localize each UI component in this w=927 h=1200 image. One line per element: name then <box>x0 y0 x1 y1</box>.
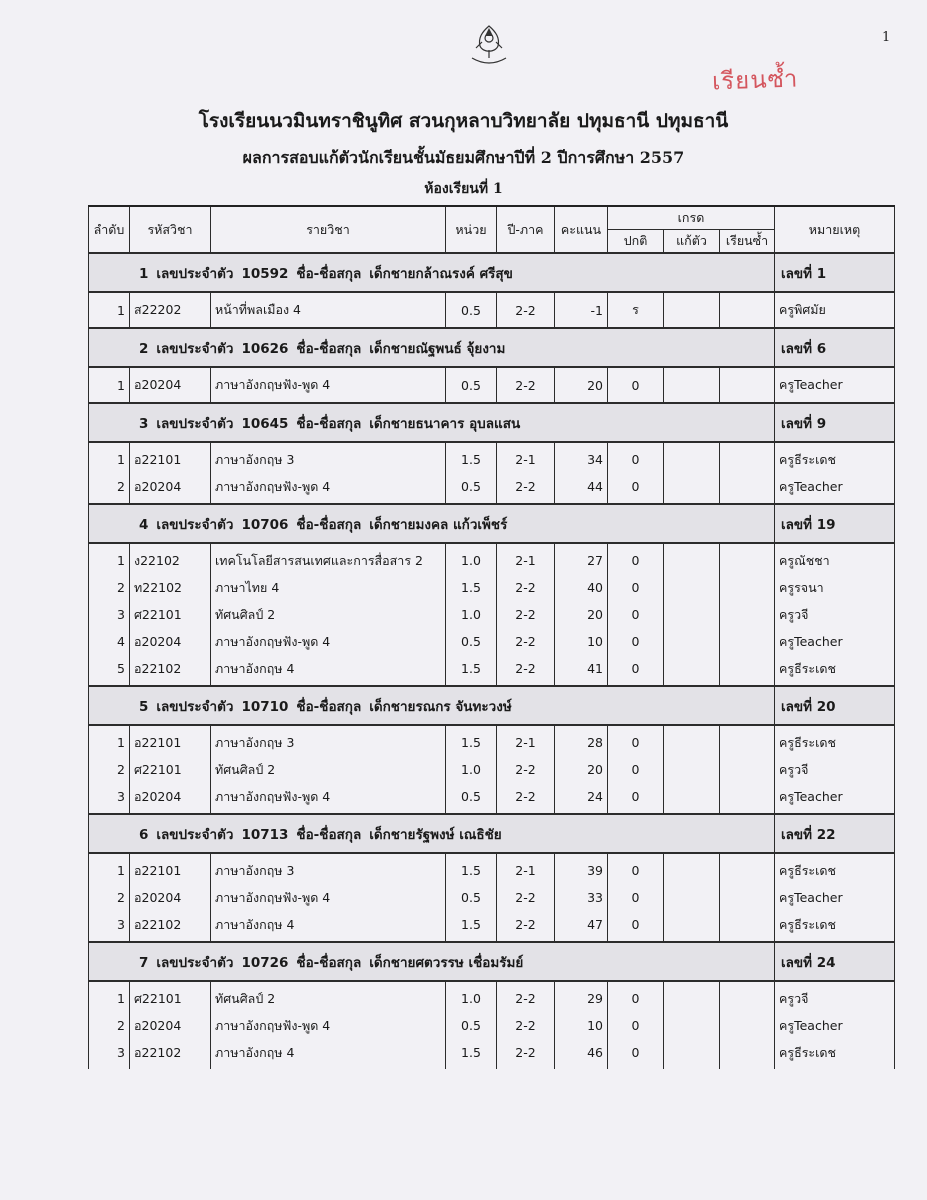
student-order: 6 <box>139 826 149 843</box>
subject-code: อ22102 <box>130 911 211 942</box>
subject-code: อ20204 <box>130 628 211 655</box>
student-row <box>89 328 895 367</box>
subject-credit: 1.0 <box>446 756 497 783</box>
subject-score: 41 <box>555 655 608 686</box>
student-order: 7 <box>139 954 149 971</box>
subject-name: ภาษาอังกฤษฟัง-พูด 4 <box>211 884 446 911</box>
subject-name: ภาษาอังกฤษฟัง-พูด 4 <box>211 367 446 403</box>
subject-code: อ22101 <box>130 725 211 756</box>
subject-seq: 3 <box>89 783 130 814</box>
grade-fix <box>664 911 720 942</box>
subject-row <box>89 783 895 814</box>
grade-fix <box>664 725 720 756</box>
header-credit: หน่วย <box>446 206 497 253</box>
subject-name: ทัศนศิลป์ 2 <box>211 756 446 783</box>
school-name: โรงเรียนนวมินทราชินูทิศ สวนกุหลาบวิทยาลัย ปทุมธานี ปทุมธานี <box>198 110 729 132</box>
grade-normal: 0 <box>608 783 664 814</box>
subject-note: ครูพิศมัย <box>775 292 895 328</box>
subject-code: ศ22101 <box>130 981 211 1012</box>
subject-name: ภาษาอังกฤษฟัง-พูด 4 <box>211 628 446 655</box>
subject-seq: 5 <box>89 655 130 686</box>
grade-repeat <box>720 655 775 686</box>
subject-note: ครูธีระเดช <box>775 853 895 884</box>
grade-fix <box>664 543 720 574</box>
subject-seq: 3 <box>89 911 130 942</box>
student-no-label: เลขที่ <box>781 516 813 533</box>
grade-fix <box>664 884 720 911</box>
grade-repeat <box>720 725 775 756</box>
grade-fix <box>664 981 720 1012</box>
grade-repeat <box>720 574 775 601</box>
subject-term: 2-2 <box>497 911 555 942</box>
grade-normal: 0 <box>608 473 664 504</box>
subject-name: หน้าที่พลเมือง 4 <box>211 292 446 328</box>
subject-score: -1 <box>555 292 608 328</box>
grade-fix <box>664 1039 720 1069</box>
subject-code: ส22202 <box>130 292 211 328</box>
grade-normal: 0 <box>608 1039 664 1069</box>
subject-credit: 1.5 <box>446 1039 497 1069</box>
grade-repeat <box>720 783 775 814</box>
subject-name: ภาษาไทย 4 <box>211 574 446 601</box>
student-row <box>89 814 895 853</box>
grade-repeat <box>720 911 775 942</box>
subject-score: 27 <box>555 543 608 574</box>
student-info <box>89 504 775 543</box>
subject-code: อ22102 <box>130 655 211 686</box>
school-emblem-icon <box>452 20 526 76</box>
subject-credit: 1.5 <box>446 655 497 686</box>
student-id-label: เลขประจำตัว <box>156 954 234 971</box>
student-id: 10710 <box>241 698 289 715</box>
subject-term: 2-2 <box>497 367 555 403</box>
subject-name: ภาษาอังกฤษฟัง-พูด 4 <box>211 473 446 504</box>
subject-term: 2-2 <box>497 1012 555 1039</box>
grade-normal: 0 <box>608 756 664 783</box>
header-code: รหัสวิชา <box>130 206 211 253</box>
subject-score: 10 <box>555 628 608 655</box>
subject-code: อ22101 <box>130 853 211 884</box>
subject-score: 20 <box>555 756 608 783</box>
grade-repeat <box>720 442 775 473</box>
subject-name: ภาษาอังกฤษ 3 <box>211 853 446 884</box>
grade-normal: 0 <box>608 442 664 473</box>
grade-normal: 0 <box>608 981 664 1012</box>
subject-row <box>89 473 895 504</box>
subject-credit: 1.0 <box>446 601 497 628</box>
subject-credit: 1.5 <box>446 725 497 756</box>
grade-repeat <box>720 1039 775 1069</box>
student-no-label: เลขที่ <box>781 415 813 432</box>
subject-term: 2-2 <box>497 601 555 628</box>
grade-normal: 0 <box>608 543 664 574</box>
student-no-label: เลขที่ <box>781 698 813 715</box>
subject-code: อ20204 <box>130 783 211 814</box>
subject-score: 10 <box>555 1012 608 1039</box>
subject-credit: 1.5 <box>446 911 497 942</box>
student-row <box>89 686 895 725</box>
student-id-label: เลขประจำตัว <box>156 698 234 715</box>
student-name: เด็กชายมงคล แก้วเพ็ชร์ <box>369 516 508 533</box>
student-name: เด็กชายศตวรรษ เชื่อมรัมย์ <box>369 954 524 971</box>
classroom-label: ห้องเรียนที่ 1 <box>424 181 503 197</box>
subject-seq: 1 <box>89 292 130 328</box>
student-id-label: เลขประจำตัว <box>156 265 234 282</box>
subject-code: อ20204 <box>130 367 211 403</box>
subject-credit: 1.0 <box>446 543 497 574</box>
student-id: 10592 <box>241 265 289 282</box>
student-order: 1 <box>139 265 149 282</box>
student-no: 22 <box>816 826 836 843</box>
student-no-label: เลขที่ <box>781 265 813 282</box>
grade-repeat <box>720 756 775 783</box>
subject-seq: 1 <box>89 981 130 1012</box>
student-name-label: ชื่อ-ชื่อสกุล <box>296 516 362 533</box>
header-note: หมายเหตุ <box>775 206 895 253</box>
header-subject: รายวิชา <box>211 206 446 253</box>
grade-repeat <box>720 628 775 655</box>
subject-code: อ20204 <box>130 884 211 911</box>
subject-row <box>89 574 895 601</box>
subject-name: ทัศนศิลป์ 2 <box>211 981 446 1012</box>
grade-repeat <box>720 543 775 574</box>
student-name: เด็กชายณัฐพนธ์ จุ้ยงาม <box>369 340 506 357</box>
subject-seq: 3 <box>89 601 130 628</box>
subject-note: ครูTeacher <box>775 884 895 911</box>
subject-row <box>89 292 895 328</box>
subject-code: ศ22101 <box>130 601 211 628</box>
student-info <box>89 686 775 725</box>
student-name-label: ชื่อ-ชื่อสกุล <box>296 826 362 843</box>
grade-fix <box>664 655 720 686</box>
student-order: 4 <box>139 516 149 533</box>
student-info <box>89 328 775 367</box>
subject-seq: 2 <box>89 1012 130 1039</box>
subject-note: ครูTeacher <box>775 783 895 814</box>
subject-code: อ22101 <box>130 442 211 473</box>
report-title: ผลการสอบแก้ตัวนักเรียนชั้นมัธยมศึกษาปีที่ 2 ปีการศึกษา 2557 <box>242 148 685 167</box>
grade-normal: 0 <box>608 911 664 942</box>
student-name-label: ชื่อ-ชื่อสกุล <box>296 340 362 357</box>
repeat-stamp: เรียนซ้ำ <box>711 64 799 96</box>
subject-score: 47 <box>555 911 608 942</box>
student-name: เด็กชายรัฐพงษ์ เณธิชัย <box>369 826 502 843</box>
grade-table <box>88 205 895 1069</box>
subject-code: อ20204 <box>130 473 211 504</box>
subject-score: 40 <box>555 574 608 601</box>
grade-fix <box>664 367 720 403</box>
student-id-label: เลขประจำตัว <box>156 415 234 432</box>
subject-seq: 1 <box>89 725 130 756</box>
subject-row <box>89 911 895 942</box>
grade-repeat <box>720 367 775 403</box>
subject-seq: 1 <box>89 367 130 403</box>
subject-name: ภาษาอังกฤษฟัง-พูด 4 <box>211 1012 446 1039</box>
student-info <box>89 942 775 981</box>
grade-fix <box>664 473 720 504</box>
subject-row <box>89 884 895 911</box>
subject-score: 28 <box>555 725 608 756</box>
subject-note: ครูธีระเดช <box>775 1039 895 1069</box>
student-id: 10645 <box>241 415 289 432</box>
subject-note: ครูธีระเดช <box>775 655 895 686</box>
student-no-label: เลขที่ <box>781 954 813 971</box>
student-number-cell <box>775 686 895 725</box>
student-id-label: เลขประจำตัว <box>156 826 234 843</box>
grade-fix <box>664 783 720 814</box>
student-name-label: ชื่อ-ชื่อสกุล <box>296 698 362 715</box>
subject-score: 39 <box>555 853 608 884</box>
grade-normal: 0 <box>608 601 664 628</box>
grade-fix <box>664 574 720 601</box>
header-score: คะแนน <box>555 206 608 253</box>
subject-score: 20 <box>555 367 608 403</box>
subject-name: ภาษาอังกฤษ 3 <box>211 442 446 473</box>
subject-seq: 1 <box>89 853 130 884</box>
student-no: 24 <box>816 954 836 971</box>
subject-note: ครูรจนา <box>775 574 895 601</box>
subject-note: ครูณัชชา <box>775 543 895 574</box>
student-name-label: ชื่อ-ชื่อสกุล <box>296 265 362 282</box>
grade-fix <box>664 442 720 473</box>
subject-note: ครูธีระเดช <box>775 442 895 473</box>
student-order: 5 <box>139 698 149 715</box>
student-number-cell <box>775 253 895 292</box>
subject-term: 2-2 <box>497 783 555 814</box>
student-no: 19 <box>816 516 836 533</box>
grade-normal: 0 <box>608 884 664 911</box>
subject-score: 33 <box>555 884 608 911</box>
subject-credit: 1.5 <box>446 442 497 473</box>
student-order: 3 <box>139 415 149 432</box>
subject-credit: 0.5 <box>446 367 497 403</box>
subject-name: ภาษาอังกฤษ 3 <box>211 725 446 756</box>
grade-fix <box>664 292 720 328</box>
subject-row <box>89 543 895 574</box>
student-name-label: ชื่อ-ชื่อสกุล <box>296 415 362 432</box>
subject-note: ครูวจี <box>775 601 895 628</box>
grade-repeat <box>720 1012 775 1039</box>
grade-normal: ร <box>608 292 664 328</box>
grade-repeat <box>720 292 775 328</box>
subject-name: ทัศนศิลป์ 2 <box>211 601 446 628</box>
subject-credit: 1.5 <box>446 853 497 884</box>
grade-fix <box>664 628 720 655</box>
student-number-cell <box>775 942 895 981</box>
header-grade-fix: แก้ตัว <box>664 230 720 254</box>
header-grade-normal: ปกติ <box>608 230 664 254</box>
subject-row <box>89 981 895 1012</box>
subject-name: ภาษาอังกฤษ 4 <box>211 655 446 686</box>
student-name: เด็กชายธนาคาร อุบลแสน <box>369 415 521 432</box>
student-no-label: เลขที่ <box>781 826 813 843</box>
student-no: 20 <box>816 698 836 715</box>
subject-note: ครูTeacher <box>775 473 895 504</box>
student-row <box>89 942 895 981</box>
subject-row <box>89 442 895 473</box>
grade-repeat <box>720 981 775 1012</box>
subject-seq: 4 <box>89 628 130 655</box>
student-info <box>89 814 775 853</box>
student-id-label: เลขประจำตัว <box>156 340 234 357</box>
subject-row <box>89 601 895 628</box>
subject-code: อ20204 <box>130 1012 211 1039</box>
student-id: 10726 <box>241 954 289 971</box>
student-info <box>89 403 775 442</box>
subject-term: 2-2 <box>497 756 555 783</box>
student-id: 10713 <box>241 826 289 843</box>
subject-credit: 0.5 <box>446 783 497 814</box>
subject-credit: 0.5 <box>446 884 497 911</box>
subject-code: ท22102 <box>130 574 211 601</box>
subject-score: 20 <box>555 601 608 628</box>
header-term: ปี-ภาค <box>497 206 555 253</box>
subject-term: 2-1 <box>497 543 555 574</box>
header-grade: เกรด <box>608 206 775 230</box>
subject-term: 2-2 <box>497 655 555 686</box>
subject-code: อ22102 <box>130 1039 211 1069</box>
subject-name: เทคโนโลยีสารสนเทศและการสื่อสาร 2 <box>211 543 446 574</box>
subject-note: ครูวจี <box>775 756 895 783</box>
student-no-label: เลขที่ <box>781 340 813 357</box>
subject-row <box>89 725 895 756</box>
subject-note: ครูTeacher <box>775 1012 895 1039</box>
subject-code: ศ22101 <box>130 756 211 783</box>
subject-note: ครูธีระเดช <box>775 725 895 756</box>
subject-term: 2-1 <box>497 442 555 473</box>
grade-repeat <box>720 473 775 504</box>
subject-score: 46 <box>555 1039 608 1069</box>
subject-term: 2-2 <box>497 628 555 655</box>
subject-row <box>89 853 895 884</box>
subject-seq: 2 <box>89 756 130 783</box>
subject-seq: 2 <box>89 884 130 911</box>
student-number-cell <box>775 814 895 853</box>
grade-repeat <box>720 853 775 884</box>
subject-term: 2-2 <box>497 1039 555 1069</box>
student-id-label: เลขประจำตัว <box>156 516 234 533</box>
subject-row <box>89 1012 895 1039</box>
subject-term: 2-2 <box>497 574 555 601</box>
student-no: 9 <box>816 415 827 432</box>
subject-note: ครูTeacher <box>775 628 895 655</box>
subject-note: ครูวจี <box>775 981 895 1012</box>
page-number: 1 <box>882 30 891 45</box>
subject-note: ครูธีระเดช <box>775 911 895 942</box>
subject-row <box>89 367 895 403</box>
student-number-cell <box>775 328 895 367</box>
student-row <box>89 253 895 292</box>
student-no: 1 <box>816 265 827 282</box>
student-number-cell <box>775 504 895 543</box>
subject-seq: 2 <box>89 574 130 601</box>
subject-seq: 1 <box>89 543 130 574</box>
grade-table-body <box>89 253 895 1069</box>
student-id: 10706 <box>241 516 289 533</box>
subject-name: ภาษาอังกฤษ 4 <box>211 1039 446 1069</box>
subject-credit: 1.5 <box>446 574 497 601</box>
student-row <box>89 403 895 442</box>
student-info <box>89 253 775 292</box>
subject-term: 2-2 <box>497 473 555 504</box>
subject-note: ครูTeacher <box>775 367 895 403</box>
student-order: 2 <box>139 340 149 357</box>
subject-term: 2-2 <box>497 292 555 328</box>
subject-name: ภาษาอังกฤษฟัง-พูด 4 <box>211 783 446 814</box>
grade-normal: 0 <box>608 628 664 655</box>
grade-fix <box>664 756 720 783</box>
grade-repeat <box>720 601 775 628</box>
subject-term: 2-1 <box>497 853 555 884</box>
grade-normal: 0 <box>608 853 664 884</box>
grade-fix <box>664 1012 720 1039</box>
grade-normal: 0 <box>608 1012 664 1039</box>
subject-term: 2-1 <box>497 725 555 756</box>
subject-credit: 0.5 <box>446 473 497 504</box>
subject-seq: 3 <box>89 1039 130 1069</box>
subject-seq: 1 <box>89 442 130 473</box>
student-name: เด็กชายรณกร จันทะวงษ์ <box>369 698 512 715</box>
grade-normal: 0 <box>608 574 664 601</box>
student-id: 10626 <box>241 340 289 357</box>
subject-score: 44 <box>555 473 608 504</box>
subject-score: 24 <box>555 783 608 814</box>
subject-term: 2-2 <box>497 884 555 911</box>
subject-credit: 0.5 <box>446 292 497 328</box>
subject-name: ภาษาอังกฤษ 4 <box>211 911 446 942</box>
subject-row <box>89 655 895 686</box>
grade-fix <box>664 601 720 628</box>
subject-credit: 1.0 <box>446 981 497 1012</box>
subject-score: 34 <box>555 442 608 473</box>
subject-score: 29 <box>555 981 608 1012</box>
header-grade-repeat: เรียนซ้ำ <box>720 230 775 254</box>
student-number-cell <box>775 403 895 442</box>
subject-row <box>89 756 895 783</box>
grade-normal: 0 <box>608 725 664 756</box>
subject-row <box>89 1039 895 1069</box>
subject-credit: 0.5 <box>446 628 497 655</box>
header-seq: ลำดับ <box>89 206 130 253</box>
student-name: เด็กชายกล้าณรงค์ ศรีสุข <box>369 265 513 282</box>
grade-repeat <box>720 884 775 911</box>
subject-term: 2-2 <box>497 981 555 1012</box>
subject-credit: 0.5 <box>446 1012 497 1039</box>
student-name-label: ชื่อ-ชื่อสกุล <box>296 954 362 971</box>
student-row <box>89 504 895 543</box>
grade-normal: 0 <box>608 655 664 686</box>
grade-fix <box>664 853 720 884</box>
student-no: 6 <box>816 340 827 357</box>
subject-seq: 2 <box>89 473 130 504</box>
subject-row <box>89 628 895 655</box>
subject-code: ง22102 <box>130 543 211 574</box>
grade-normal: 0 <box>608 367 664 403</box>
